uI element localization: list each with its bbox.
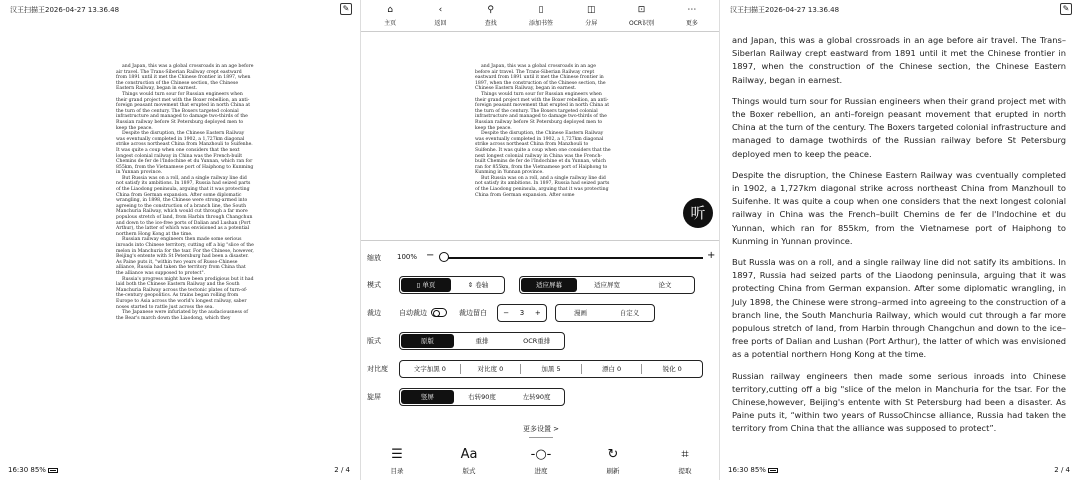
- split-screen-icon: ◫: [587, 4, 596, 15]
- auto-crop-toggle[interactable]: [431, 308, 447, 317]
- whiten-option[interactable]: 漂白 0: [601, 365, 622, 373]
- page-number: 2 / 4: [1054, 466, 1070, 474]
- status-time-battery: [8, 466, 58, 474]
- paragraph: and Japan, this was a global crossroads in an age before air travel. The Trans–Siberlan Railway crept eastward from 1891 until it met the Chinese frontier in 1897, when the construction of the Chinese section, the Chinese Eastern Railway, began in earnest.: [732, 35, 1066, 85]
- rotate-segment: [399, 388, 565, 406]
- divider: [641, 364, 642, 374]
- scroll-icon: ⇕: [467, 281, 476, 289]
- contrast-option[interactable]: 对比度 0: [477, 365, 504, 373]
- margin-value: 3: [519, 309, 525, 317]
- battery-icon: [48, 468, 58, 473]
- ocr-button[interactable]: [622, 0, 662, 31]
- paragraph: But Russia was on a roll, and a single railway line did not satisfy its ambitions. In 1897, Russia had seized parts of the Liaodong peninsula, arguing that it was protecting China from German expansion. After some diplomatic wrangling, in 1898, the Chinese were strong-armed into agreeing to the construction of a branch line, the South Manchuria Railway, which would cut through a far more populous stretch of land, from Harbin through Changchun and down to the ice-free ports of Dalian and Lushan (Port Arthur), the latter of which was envisioned as a potential northern Hong Kong at the time.: [116, 175, 253, 237]
- layout-button[interactable]: [444, 442, 494, 480]
- scanned-page-text: [475, 64, 611, 198]
- more-button[interactable]: [672, 0, 712, 31]
- paragraph: Despite the disruption, the Chinese Eastern Railway was eventually completed in 1902, a 1,727km diagonal strike across northeast China from Manzhouli to Suifenhe. It was quite a coup when one considers that the next longest colonial railway in China was the French-built Chemins de fer de l'Indochine et du Yunnan, which ran for 855km, from the Vietnamese port of Haiphong to Kunming in Yunnan province.: [116, 131, 254, 176]
- margin-plus-button[interactable]: +: [534, 309, 541, 317]
- divider: [529, 437, 553, 438]
- paper-option[interactable]: 论文: [658, 281, 672, 289]
- home-icon: ⌂: [387, 4, 393, 15]
- list-icon: ☰: [391, 446, 403, 462]
- back-label: 返回: [434, 19, 447, 27]
- comic-option[interactable]: 漫画: [574, 309, 587, 317]
- progress-icon: -○-: [530, 446, 552, 462]
- margin-minus-button[interactable]: −: [503, 309, 510, 317]
- auto-crop-label: 自动裁边: [399, 309, 427, 317]
- home-button[interactable]: [370, 0, 410, 31]
- crop-label: 裁边: [367, 309, 381, 317]
- zoom-plus-button[interactable]: +: [707, 250, 716, 261]
- paragraph: Russian railway engineers then made some serious inroads into Chinese territory,cutting off a big "slice of the melon in Manchuria for the tsar. For the Chinese,however, Beijing's entente with St Petersburg had been a disaster. As Paine puts it, “within two years of RussoChincse alliance, Russia had taken the territory from China that the alliance was supposed to protect”.: [732, 370, 1066, 434]
- divider: [520, 364, 521, 374]
- battery-icon: [768, 468, 778, 473]
- paragraph: Things would turn sour for Russian engineers when their grand project met with the Boxer rebellion, an anti-foreign peasant movement that erupted in north China at the turn of the century. The Boxers targeted colonial infrastructure and managed to damage two-thirds of the Russian railway before St Petersburg deployed men to keep the peace.: [116, 91, 251, 131]
- settings-panel: [360, 0, 720, 480]
- page-header: 汉王扫描王2026-04-27 13.36.48: [730, 6, 840, 14]
- back-icon: ‹: [438, 4, 443, 15]
- rotate-label: 旋屏: [367, 393, 381, 401]
- zoom-value: 100%: [397, 253, 418, 261]
- extract-button[interactable]: [660, 442, 710, 480]
- paragraph: Things would turn sour for Russian engineers when their grand project met with the Boxer rebellion, an anti–foreign peasant movement that erupted in north China at the turn of the century. The Boxers targeted colonial infrastructure and managed to damage twothirds of the Russian railway before St Petersburg deployed men to keep the peace.: [732, 95, 1066, 159]
- extract-label: 提取: [678, 466, 692, 475]
- search-button[interactable]: [471, 0, 511, 31]
- paragraph: The Japanese were infuriated by the audaciousness of the Bear's march down the Liaodong, which they: [116, 310, 248, 321]
- crop-type-segment: [555, 304, 655, 322]
- page-header: 汉王扫描王2026-04-27 13.36.48: [10, 6, 120, 14]
- scroll-option[interactable]: [453, 278, 503, 292]
- rotate-right-option[interactable]: 右转90度: [468, 393, 496, 401]
- single-page-option[interactable]: [401, 278, 451, 292]
- ocr-label: OCR识别: [629, 19, 655, 27]
- bottom-toolbar: [361, 442, 720, 480]
- ocr-icon: ⊡: [637, 4, 646, 15]
- layout-label: 版式: [462, 466, 476, 475]
- back-button[interactable]: [420, 0, 460, 31]
- paragraph: Russia's progress might have been prodigious but it had laid both the Chinese Eastern Railway and the South Manchuria Railway across the tectonic plates of turn-of-the-century geopolitics. As trains began rolling from Europe to Asia across the world's longest railway, saber noses started to rattle just across the sea.: [116, 276, 254, 310]
- fit-width-option[interactable]: 适应屏宽: [594, 281, 620, 289]
- annotate-pen-icon[interactable]: ✎: [1060, 3, 1072, 15]
- rotate-left-option[interactable]: 左转90度: [522, 393, 551, 401]
- crop-row: [367, 304, 715, 322]
- time-battery-text: 16:30 85%: [8, 466, 46, 474]
- more-settings-link[interactable]: 更多设置 >: [522, 425, 560, 433]
- layout-segment: [399, 332, 565, 350]
- portrait-option[interactable]: 竖屏: [401, 390, 454, 404]
- zoom-row: [367, 249, 715, 267]
- paragraph: Despite the disruption, the Chinese Eastern Railway was eventually completed in 1902, a 1,727km diagonal strike across northeast China from Manzhouli to Suifenhe. It was quite a coup when one considers that the next longest colonial railway in China was the French-built Chemins de fer de l'Indochine et du Yunnan, which ran for 855km, from the Vietnamese port of Haiphong to Kunming in Yunnan province.: [475, 131, 611, 176]
- fit-screen-option[interactable]: 适应屏幕: [521, 278, 577, 292]
- page-mode-segment: [399, 276, 505, 294]
- rotate-row: [367, 388, 715, 406]
- reflow-text: [732, 34, 1066, 444]
- bookmark-icon: ▯: [538, 4, 544, 15]
- fit-mode-segment: [519, 276, 695, 294]
- refresh-label: 刷新: [606, 466, 620, 475]
- contrast-segment: [399, 360, 703, 378]
- refresh-button[interactable]: [588, 442, 638, 480]
- progress-button[interactable]: [516, 442, 566, 480]
- paragraph: Russian railway engineers then made some serious inroads into Chinese territory, cutting off a big "slice of the melon in Manchuria for the tsar. For the Chinese, however, Beijing's entente with St Petersburg had been a disaster. As Paine puts it, "within two years of Russo-Chinese alliance, Russia had taken the territory from China that the alliance was supposed to protect".: [116, 237, 254, 276]
- split-screen-button[interactable]: [571, 0, 611, 31]
- crop-margin-label: 裁边留白: [459, 309, 487, 317]
- crop-margin-stepper: [497, 304, 547, 322]
- text-bold-option[interactable]: 文字加黑 0: [413, 365, 446, 373]
- settings-sheet: [361, 240, 720, 440]
- search-icon: ⚲: [487, 4, 494, 15]
- custom-option[interactable]: 自定义: [619, 309, 640, 317]
- original-layout-option[interactable]: 原版: [401, 334, 454, 348]
- zoom-slider-track[interactable]: [443, 257, 703, 259]
- paragraph: But Russia was on a roll, and a single railway line did not satisfy its ambitions. In 1897, Russia had seized parts of the Liaodong peninsula, arguing that it was protecting China from German expansion. After some: [475, 175, 610, 198]
- paragraph: and Japan, this was a global crossroads in an age before air travel. The Trans-Siberian Railway crept eastward from 1891 until it met the Chinese frontier in 1897, when the construction of the Chinese section, the Chinese Eastern Railway, began in earnest.: [475, 64, 606, 92]
- mode-row: [367, 276, 715, 294]
- toc-label: 目录: [390, 466, 404, 475]
- time-battery-text: 16:30 85%: [728, 466, 766, 474]
- contrast-row: [367, 360, 715, 378]
- paragraph: But Russla was on a roll, and a single railway line did not satify its ambitions. In 1897, Russia had seized parts of the Liaodong peninsula, arguing that it was protecting China from German expansion. After some diplomatic wrangling, in July 1898, the Chinese were strong–armed into agreeing to the construction of a branch line, the South Manchuria Railway, which would cut through a far more populous stretch of land, from Harbin through Changchun and down to the ice–free ports of Dalian and Lushan (Port Arthur), the latter of which was envisioned as a potential northern Hong Kong at the time.: [732, 257, 1066, 360]
- top-toolbar: [361, 0, 720, 32]
- ocr-reflow-option[interactable]: OCR重排: [523, 337, 551, 345]
- page-number: 2 / 4: [334, 466, 350, 474]
- annotate-pen-icon[interactable]: ✎: [340, 3, 352, 15]
- toc-button[interactable]: [372, 442, 422, 480]
- contrast-label: 对比度: [367, 365, 388, 373]
- zoom-slider-handle[interactable]: [439, 252, 449, 262]
- scanned-page-text: [116, 64, 254, 321]
- divider: [581, 364, 582, 374]
- paragraph: Things would turn sour for Russian engineers when their grand project met with the Boxer rebellion, an anti-foreign peasant movement that erupted in north China at the turn of the century. The Boxers targeted colonial infrastructure and managed to damage two-thirds of the Russian railway before St Petersburg deployed men to keep the peace.: [475, 91, 610, 131]
- zoom-label: 缩放: [367, 254, 381, 262]
- sharpen-option[interactable]: 锐化 0: [662, 365, 682, 373]
- divider: [460, 364, 461, 374]
- reflow-page-panel: [720, 0, 1080, 480]
- bold-option[interactable]: 加黑 5: [541, 365, 561, 373]
- layout-label: 版式: [367, 337, 381, 345]
- refresh-icon: ↻: [607, 446, 619, 462]
- more-label: 更多: [685, 19, 698, 27]
- listen-button[interactable]: 听: [683, 198, 713, 228]
- home-label: 主页: [384, 19, 397, 27]
- single-page-label: 单页: [422, 281, 436, 289]
- zoom-minus-button[interactable]: −: [426, 250, 435, 261]
- scroll-label: 卷轴: [475, 281, 489, 289]
- search-label: 查找: [484, 19, 497, 27]
- more-icon: ⋯: [687, 4, 697, 15]
- status-time-battery: [728, 466, 778, 474]
- mode-label: 模式: [367, 281, 381, 289]
- layout-row: [367, 332, 715, 350]
- crop-icon: ⌗: [681, 446, 689, 462]
- single-page-icon: ▯: [416, 281, 423, 289]
- original-page-panel: [0, 0, 360, 480]
- split-label: 分屏: [585, 19, 598, 27]
- paragraph: Despite the disruption, the Chinese Eastern Railway was cventually completed in 1902, a 1,727km diagonal strike across northeast China from Manzhoull to Suifenhe. It was quite a coup when one considers that the next longest colonial railway in China was the French–built Chemins de fer de l'Indochine et du Yunnan, which ran for 855km, from the Vietnamese port of Haiphong to Kunming in Yunnan province.: [732, 169, 1066, 246]
- progress-label: 进度: [534, 466, 548, 475]
- bookmark-label: 添加书签: [528, 19, 553, 27]
- font-icon: Aa: [460, 446, 478, 462]
- reflow-option[interactable]: 重排: [475, 337, 489, 345]
- bookmark-button[interactable]: [521, 0, 561, 31]
- paragraph: and Japan, this was a global crossroads in an age before air travel. The Trans-Siberian Railway crept eastward from 1891 until it met the Chinese frontier in 1897, when the construction of the Chinese section, the Chinese Eastern Railway, began in earnest.: [116, 64, 254, 92]
